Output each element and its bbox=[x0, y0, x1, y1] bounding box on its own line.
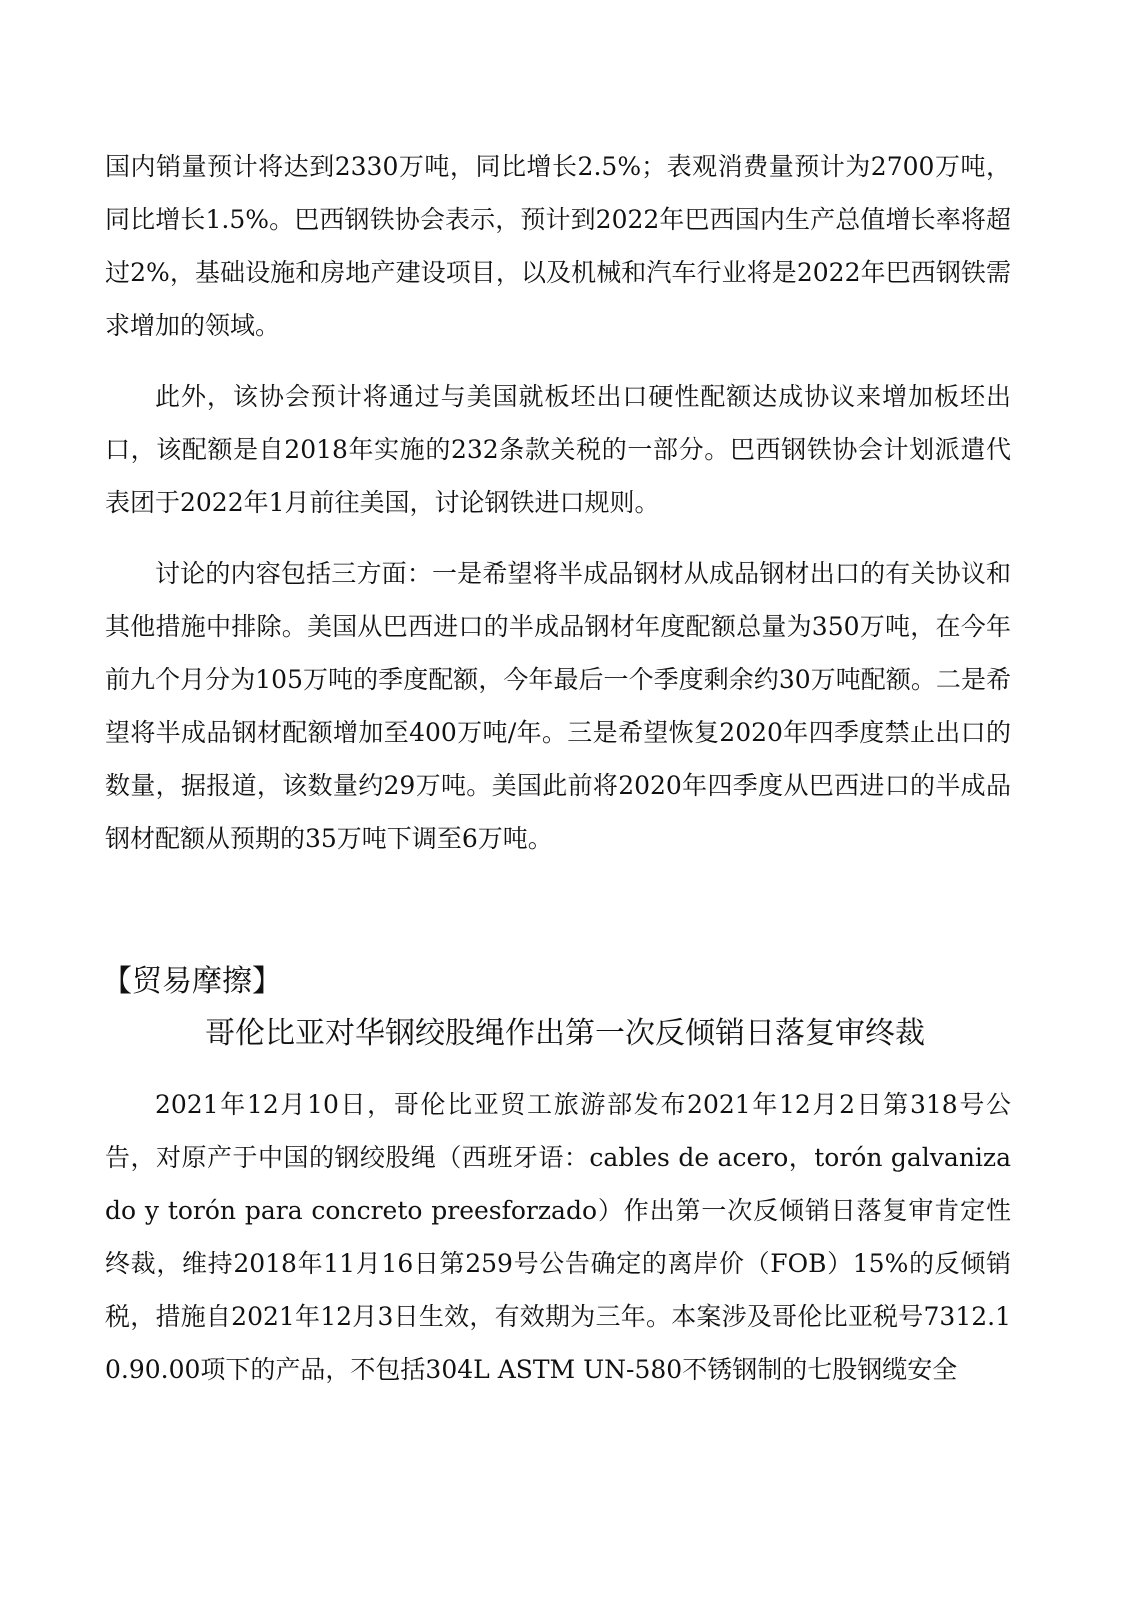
article-title: 哥伦比亚对华钢绞股绳作出第一次反倾销日落复审终裁 bbox=[205, 1016, 925, 1051]
body-paragraph-sales-forecast: 国内销量预计将达到2330万吨，同比增长2.5%；表观消费量预计为2700万吨，同比增长1.5%。巴西钢铁协会表示，预计到2022年巴西国内生产总值增长率将超过2%，基础设施和房地产建设项目，以及机械和汽车行业将是2022年巴西钢铁需求增加的领域。 bbox=[105, 152, 1011, 340]
body-paragraph-discussion-points: 讨论的内容包括三方面：一是希望将半成品钢材从成品钢材出口的有关协议和其他措施中排除。美国从巴西进口的半成品钢材年度配额总量为350万吨，在今年前九个月分为105万吨的季度配额，今年最后一个季度剩余约30万吨配额。二是希望将半成品钢材配额增加至400万吨/年。三是希望恢复2020年四季度禁止出口的数量，据报道，该数量约29万吨。美国此前将2020年四季度从巴西进口的半成品钢材配额从预期的35万吨下调至6万吨。 bbox=[105, 559, 1011, 853]
body-paragraph-antidumping-ruling: 2021年12月10日，哥伦比亚贸工旅游部发布2021年12月2日第318号公告，对原产于中国的钢绞股绳（西班牙语：cables de acero，torón galvanizado y torón para concreto preesforzado）作出第一次反倾销日落复审肯定性终裁，维持2018年11月16日第259号公告确定的离岸价（FOB）15%的反倾销税，措施自2021年12月3日生效，有效期为三年。本案涉及哥伦比亚税号7312.10.90.00项下的产品，不包括304L ASTM UN-580不锈钢制的七股钢缆安全 bbox=[105, 1090, 1011, 1384]
section-label: 【贸易摩擦】 bbox=[102, 964, 282, 999]
body-paragraph-slab-quota: 此外，该协会预计将通过与美国就板坯出口硬性配额达成协议来增加板坯出口，该配额是自2018年实施的232条款关税的一部分。巴西钢铁协会计划派遣代表团于2022年1月前往美国，讨论钢铁进口规则。 bbox=[105, 382, 1011, 517]
